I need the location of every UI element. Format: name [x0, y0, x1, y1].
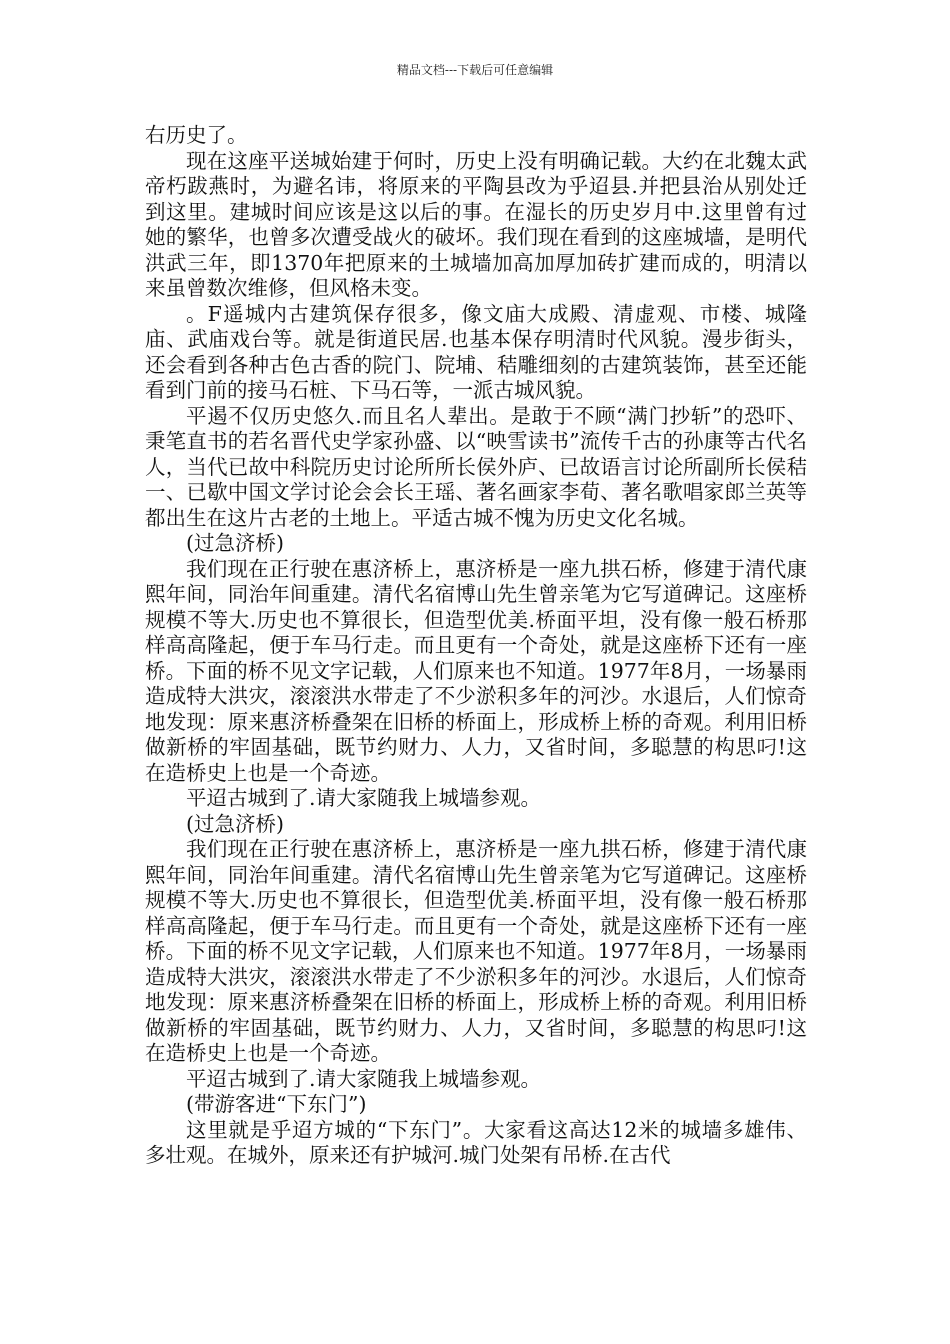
paragraph: 这里就是乎迢方城的“下东门”。大家看这高达12米的城墙多雄伟、多壮观。在城外，原来还有护城河.城门处架有吊桥.在古代 — [145, 1117, 807, 1167]
paragraph: 平遏不仅历史悠久.而且名人辈出。是敢于不顾“满门抄斩”的恐吓、秉笔直书的若名晋代史学家孙盛、以“映雪读书”流传千古的孙康等古代名人，当代已故中科院历史讨论所所长侯外庐、已故语言讨论所副所长侯秸一、已歇中国文学讨论会会长王瑶、著名画家李荀、著名歌唱家郎兰英等都出生在这片古老的土地上。平适古城不愧为历史文化名城。 — [145, 403, 807, 530]
paragraph: 我们现在正行驶在惠济桥上，惠济桥是一座九拱石桥，修建于清代康熙年间，同治年间重建。清代名宿博山先生曾亲笔为它写道碑记。这座桥规模不等大.历史也不算很长，但造型优美.桥面平坦，没有像一般石桥那样高高隆起，便于车马行走。而且更有一个奇处，就是这座桥下还有一座桥。下面的桥不见文字记载，人们原来也不知道。1977年8月，一场暴雨造成特大洪灾，滚滚洪水带走了不少淤积多年的河沙。水退后，人们惊奇地发现：原来惠济桥叠架在旧桥的桥面上，形成桥上桥的奇观。利用旧桥做新桥的牢固基础，既节约财力、人力，又省时间，多聪慧的构思叼!这在造桥史上也是一个奇迹。 — [145, 837, 807, 1065]
paragraph: 平迢古城到了.请大家随我上城墙参观。 — [186, 1066, 542, 1091]
document-body — [145, 123, 807, 1169]
paragraph: 平迢古城到了.请大家随我上城墙参观。 — [186, 786, 542, 810]
section-note: (过急济桥) — [186, 811, 284, 836]
paragraph: 现在这座平送城始建于何时，历史上没有明确记载。大约在北魏太武帝朽跋燕时，为避名讳，将原来的平陶县改为乎迢县.并把县治从别处迁到这里。建城时间应该是这以后的事。在湿长的历史岁月中.这里曾有过她的繁华，也曾多次遭受战火的破坏。我们现在看到的这座城墙，是明代洪武三年，即1370年把原来的土城墙加高加厚加砖扩建而成的，明清以来虽曾数次维修，但风格未变。 — [145, 148, 807, 300]
section-note: (过急济桥) — [186, 531, 284, 555]
section-note: (带游客进“下东门”) — [186, 1092, 367, 1116]
paragraph: 我们现在正行驶在惠济桥上，惠济桥是一座九拱石桥，修建于清代康熙年间，同治年间重建。清代名宿博山先生曾亲笔为它写道碑记。这座桥规模不等大.历史也不算很长，但造型优美.桥面平坦，没有像一般石桥那样高高隆起，便于车马行走。而且更有一个奇处，就是这座桥下还有一座桥。下面的桥不见文字记载，人们原来也不知道。1977年8月，一场暴雨造成特大洪灾，滚滚洪水带走了不少淤积多年的河沙。水退后，人们惊奇地发现：原来惠济桥叠架在旧桥的桥面上，形成桥上桥的奇观。利用旧桥做新桥的牢固基础，既节约财力、人力，又省时间，多聪慧的构思叼!这在造桥史上也是一个奇迹。 — [145, 556, 807, 785]
page-header: 精品文档---下载后可任意编辑 — [396, 63, 554, 77]
paragraph: 右历史了。 — [145, 123, 248, 147]
paragraph: 。F遥城内古建筑保存很多，像文庙大成殿、清虚观、市楼、城隆庙、武庙戏台等。就是街道民居.也基本保存明清时代风貌。漫步街头，还会看到各种古色古香的院门、院埔、秸雕细刻的古建筑装饰，甚至还能看到门前的接马石桩、下马石等，一派古城风貌。 — [145, 301, 807, 402]
